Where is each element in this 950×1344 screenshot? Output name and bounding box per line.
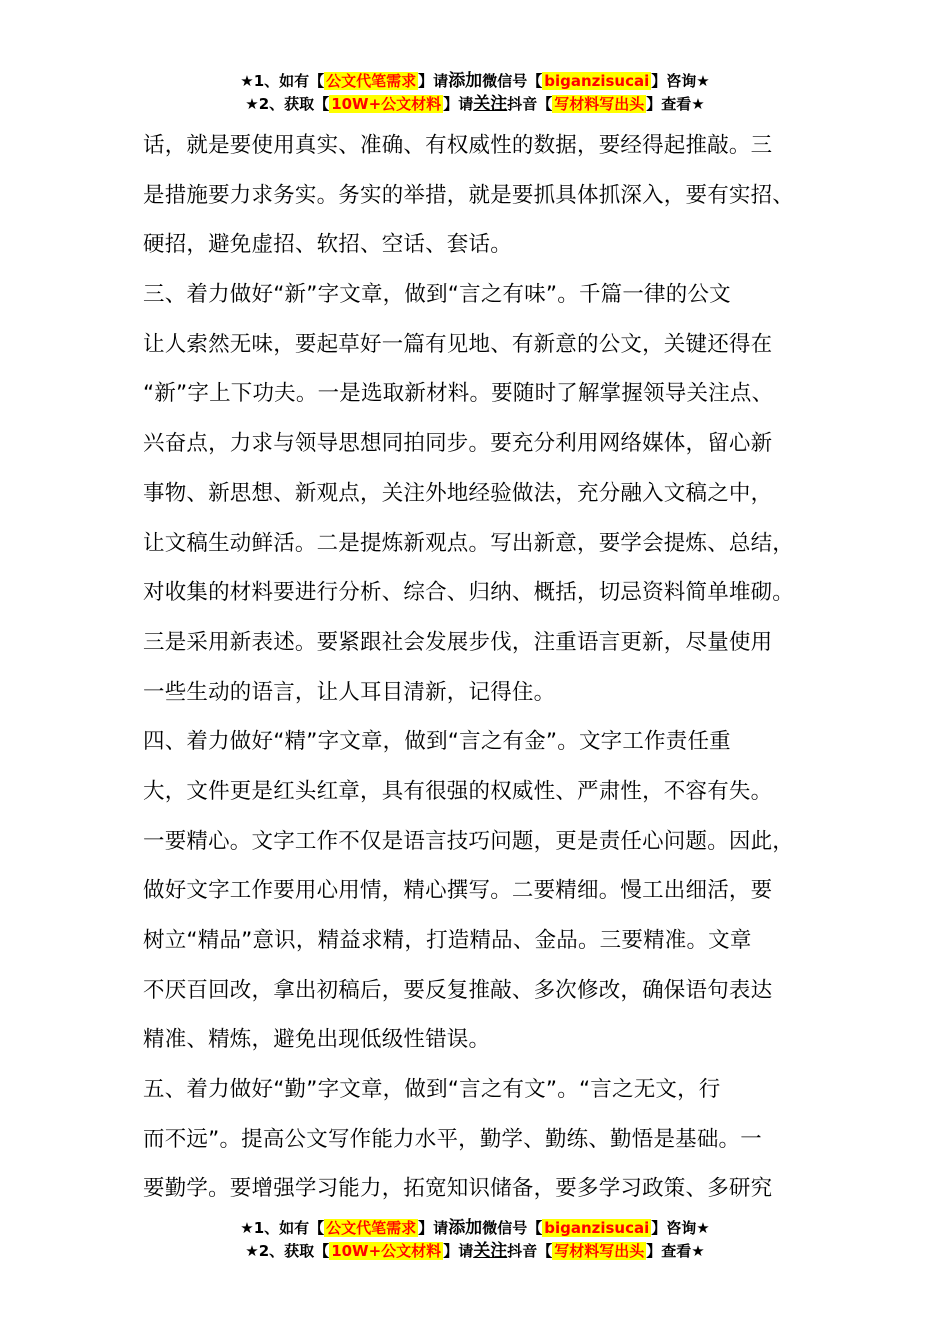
banner-emphasis: 关注 [473,1241,508,1261]
banner-highlight: 10W+公文材料 [331,1242,442,1260]
banner-line-1 [0,1217,950,1240]
banner-text: 】请 [418,1219,449,1237]
banner-emphasis: 添加 [448,1218,483,1238]
banner-text: 微信号【 [482,72,543,90]
header-banner [0,70,950,116]
banner-text: 】请 [443,95,474,113]
document-body [143,121,833,1214]
banner-highlight: 公文代笔需求 [326,1219,417,1237]
body-line: 硬招，避免虚招、软招、空话、套话。 [143,232,512,258]
body-line: 一要精心。文字工作不仅是语言技巧问题，更是责任心问题。因此， [143,828,795,854]
body-line: 四、着力做好“精”字文章，做到“言之有金”。文字工作责任重 [143,729,731,755]
banner-wechat-id: biganzisucai [544,1219,650,1237]
banner-text: 】查看★ [646,1242,705,1260]
banner-text: ★1、如有【 [240,1219,325,1237]
banner-emphasis: 添加 [448,71,483,91]
banner-text: 抖音【 [507,95,553,113]
body-line: 让人索然无味，要起草好一篇有见地、有新意的公文，关键还得在 [143,331,773,357]
body-line: 让文稿生动鲜活。二是提炼新观点。写出新意，要学会提炼、总结， [143,530,795,556]
banner-emphasis: 关注 [473,94,508,114]
banner-text: ★2、获取【 [245,95,330,113]
banner-text: ★1、如有【 [240,72,325,90]
body-line: 对收集的材料要进行分析、综合、归纳、概括，切忌资料简单堆砌。 [143,580,795,606]
body-line: 话，就是要使用真实、准确、有权威性的数据，要经得起推敲。三 [143,133,773,158]
banner-text: 抖音【 [507,1242,553,1260]
banner-text: 微信号【 [482,1219,543,1237]
banner-text: ★2、获取【 [245,1242,330,1260]
body-line: 事物、新思想、新观点，关注外地经验做法，充分融入文稿之中， [143,480,773,506]
banner-text: 】咨询★ [651,72,710,90]
body-line: 三是采用新表述。要紧跟社会发展步伐，注重语言更新，尽量使用 [143,629,773,655]
body-line: 而不远”。提高公文写作能力水平，勤学、勤练、勤悟是基础。一 [143,1126,762,1152]
body-line: “新”字上下功夫。一是选取新材料。要随时了解掌握领导关注点、 [143,381,774,407]
body-line: 要勤学。要增强学习能力，拓宽知识储备，要多学习政策、多研究 [143,1176,773,1202]
body-line: 三、着力做好“新”字文章，做到“言之有味”。千篇一律的公文 [143,282,731,308]
banner-highlight: 10W+公文材料 [331,95,442,113]
banner-text: 】查看★ [646,95,705,113]
banner-line-1 [0,70,950,93]
body-line: 精准、精炼，避免出现低级性错误。 [143,1027,491,1053]
banner-douyin-id: 写材料写出头 [554,95,645,113]
banner-line-2 [0,93,950,116]
banner-douyin-id: 写材料写出头 [554,1242,645,1260]
banner-wechat-id: biganzisucai [544,72,650,90]
body-line: 做好文字工作要用心用情，精心撰写。二要精细。慢工出细活，要 [143,878,773,904]
banner-line-2 [0,1240,950,1263]
body-line: 一些生动的语言，让人耳目清新，记得住。 [143,679,556,705]
body-line: 不厌百回改，拿出初稿后，要反复推敲、多次修改，确保语句表达 [143,977,773,1003]
banner-text: 】请 [443,1242,474,1260]
body-line: 是措施要力求务实。务实的举措，就是要抓具体抓深入，要有实招、 [143,182,795,208]
body-line: 兴奋点，力求与领导思想同拍同步。要充分利用网络媒体，留心新 [143,431,773,457]
banner-text: 】请 [418,72,449,90]
banner-text: 】咨询★ [651,1219,710,1237]
body-line: 树立“精品”意识，精益求精，打造精品、金品。三要精准。文章 [143,928,752,953]
body-line: 大，文件更是红头红章，具有很强的权威性、严肃性，不容有失。 [143,778,773,804]
body-line: 五、着力做好“勤”字文章，做到“言之有文”。“言之无文，行 [143,1077,721,1103]
footer-banner [0,1217,950,1263]
banner-highlight: 公文代笔需求 [326,72,417,90]
